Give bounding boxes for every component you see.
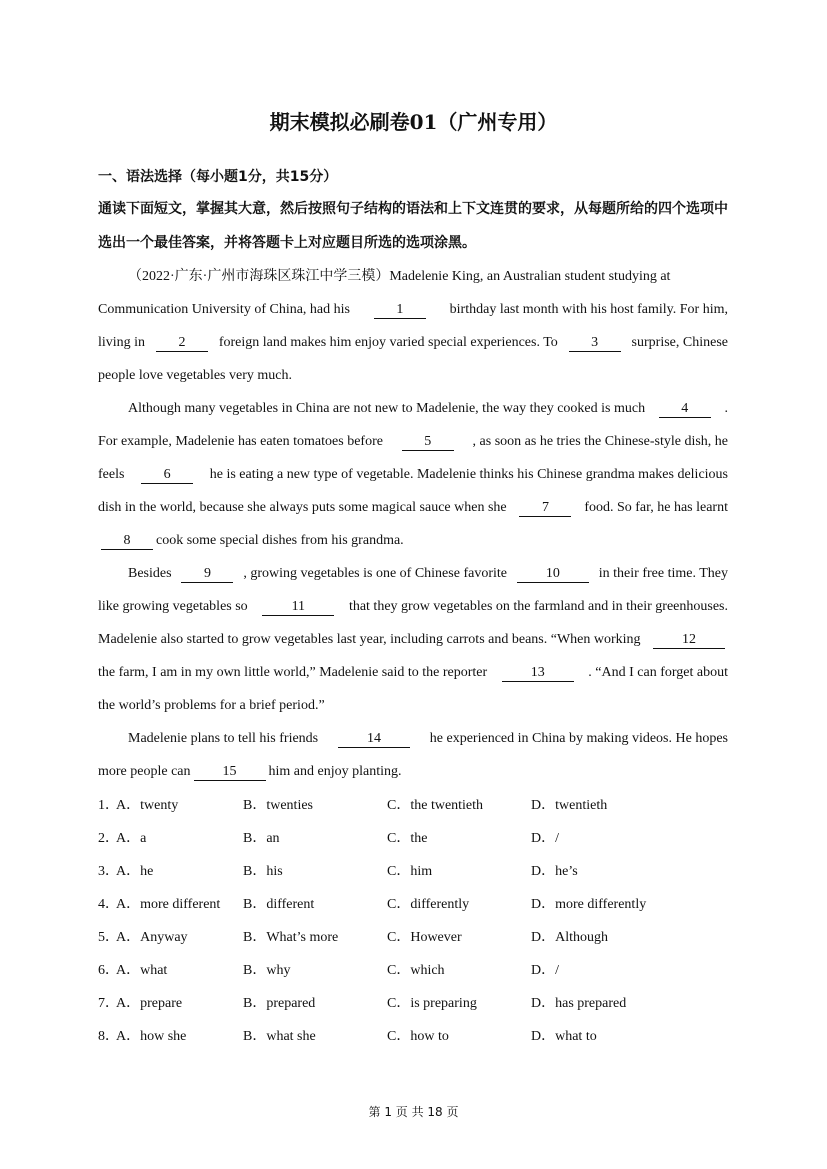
answer-blank: 4 (659, 401, 711, 418)
question-number: 8． (98, 1029, 119, 1044)
question-number: 6． (98, 963, 119, 978)
passage-text: Madelenie also started to grow vegetables last year, including carrots and beans. “When working (98, 632, 641, 647)
page-footer: 第 1 页 共 18 页 (368, 1105, 459, 1119)
option-c: C．him (387, 864, 433, 879)
option-a: A．he (116, 864, 154, 879)
question-number: 2． (98, 831, 119, 846)
option-c: C．which (387, 963, 445, 978)
question-number: 7． (98, 996, 119, 1011)
option-b: B．different (243, 897, 315, 912)
option-d: D．twentieth (531, 798, 608, 813)
passage-line (98, 432, 728, 452)
passage-text: feels (98, 467, 125, 482)
option-a: A．twenty (116, 798, 179, 813)
passage-line (128, 729, 728, 749)
passage-line (98, 762, 728, 782)
option-b: B．his (243, 864, 283, 879)
option-d: D．what to (531, 1029, 597, 1044)
passage-text: the farm, I am in my own little world,” Madelenie said to the reporter (98, 665, 488, 680)
passage-line (98, 597, 728, 617)
passage-text: foreign land makes him enjoy varied special experiences. To (218, 335, 558, 350)
section-instruction: 通读下面短文，掌握其大意，然后按照句子结构的语法和上下文连贯的要求，从每题所给的四个选项中 (98, 201, 728, 217)
question-number: 5． (98, 930, 119, 945)
answer-blank: 11 (262, 599, 334, 616)
question-number: 3． (98, 864, 119, 879)
option-c: C．However (387, 930, 462, 945)
passage-text: . (724, 401, 728, 416)
option-a: A．what (116, 963, 168, 978)
passage-text: he is eating a new type of vegetable. Madelenie thinks his Chinese grandma makes delicious (209, 467, 728, 482)
passage-text: in their free time. They (598, 566, 728, 581)
passage-line (98, 366, 728, 386)
passage-text: Besides (128, 566, 172, 581)
passage-line (98, 300, 728, 320)
option-d: D．/ (531, 963, 559, 978)
option-a: A．a (116, 831, 147, 846)
answer-blank: 3 (569, 335, 621, 352)
passage-text: dish in the world, because she always puts some magical sauce when she (98, 500, 507, 515)
option-c: C．is preparing (387, 996, 477, 1011)
page-title: 期末模拟必刷卷01（广州专用） (269, 110, 558, 134)
passage-text: living in (98, 335, 146, 350)
passage-text: cook some special dishes from his grandma. (156, 533, 404, 548)
option-a: A．how she (116, 1029, 187, 1044)
question-number: 4． (98, 897, 119, 912)
passage-text: birthday last month with his host family. For him, (449, 302, 728, 317)
option-b: B．prepared (243, 996, 316, 1011)
passage-text: like growing vegetables so (98, 599, 248, 614)
option-d: D．Although (531, 930, 608, 945)
passage-text: , as soon as he tries the Chinese-style dish, he (472, 434, 728, 449)
answer-blank: 14 (338, 731, 410, 748)
passage-text: the world’s problems for a brief period.” (98, 698, 325, 713)
answer-blank: 2 (156, 335, 208, 352)
passage-line (98, 531, 728, 551)
passage-line (128, 399, 728, 419)
answer-blank: 8 (101, 533, 153, 550)
answer-blank: 5 (402, 434, 454, 451)
answer-blank: 7 (519, 500, 571, 517)
passage-line (128, 267, 728, 287)
section-instruction: 选出一个最佳答案，并将答题卡上对应题目所选的选项涂黑。 (98, 235, 476, 251)
option-d: D．more differently (531, 897, 647, 912)
passage-text: . “And I can forget about (588, 665, 728, 680)
answer-blank: 15 (194, 764, 266, 781)
passage-line (98, 465, 728, 485)
answer-blank: 13 (502, 665, 574, 682)
passage-line (98, 696, 728, 716)
answer-blank: 12 (653, 632, 725, 649)
option-b: B．What’s more (243, 930, 339, 945)
passage-text: he experienced in China by making videos. He hopes (429, 731, 728, 746)
passage-text: more people can (98, 764, 191, 779)
passage-text: that they grow vegetables on the farmland and in their greenhouses. (348, 599, 728, 614)
option-c: C．the twentieth (387, 798, 484, 813)
passage-text: （2022·广东·广州市海珠区珠江中学三模）Madelenie King, an Australian student studying at (128, 269, 671, 284)
passage-text: , growing vegetables is one of Chinese favorite (243, 566, 507, 581)
passage-text: For example, Madelenie has eaten tomatoes before (98, 434, 383, 449)
passage-text: him and enjoy planting. (268, 764, 402, 779)
answer-blank: 9 (181, 566, 233, 583)
passage-line (98, 333, 728, 353)
passage-text: people love vegetables very much. (98, 368, 292, 383)
option-b: B．an (243, 831, 280, 846)
option-c: C．how to (387, 1029, 449, 1044)
option-b: B．why (243, 963, 291, 978)
option-a: A．more different (116, 897, 221, 912)
passage-line (128, 564, 728, 584)
option-c: C．the (387, 831, 428, 846)
passage-line (98, 498, 728, 518)
question-number: 1． (98, 798, 119, 813)
passage-line (98, 663, 728, 683)
option-a: A．Anyway (116, 930, 188, 945)
passage-text: Madelenie plans to tell his friends (128, 731, 319, 746)
section-heading: 一、语法选择（每小题1分，共15分） (98, 169, 338, 185)
option-d: D．he’s (531, 864, 578, 879)
option-a: A．prepare (116, 996, 183, 1011)
passage-text: Communication University of China, had his (98, 302, 350, 317)
passage-text: surprise, Chinese (631, 335, 728, 350)
option-d: D．/ (531, 831, 559, 846)
option-b: B．twenties (243, 798, 313, 813)
option-c: C．differently (387, 897, 470, 912)
passage-text: Although many vegetables in China are not new to Madelenie, the way they cooked is much (128, 401, 646, 416)
option-d: D．has prepared (531, 996, 627, 1011)
answer-blank: 10 (517, 566, 589, 583)
passage-line (98, 630, 728, 650)
answer-blank: 1 (374, 302, 426, 319)
answer-blank: 6 (141, 467, 193, 484)
passage-text: food. So far, he has learnt (584, 500, 728, 515)
option-b: B．what she (243, 1029, 316, 1044)
